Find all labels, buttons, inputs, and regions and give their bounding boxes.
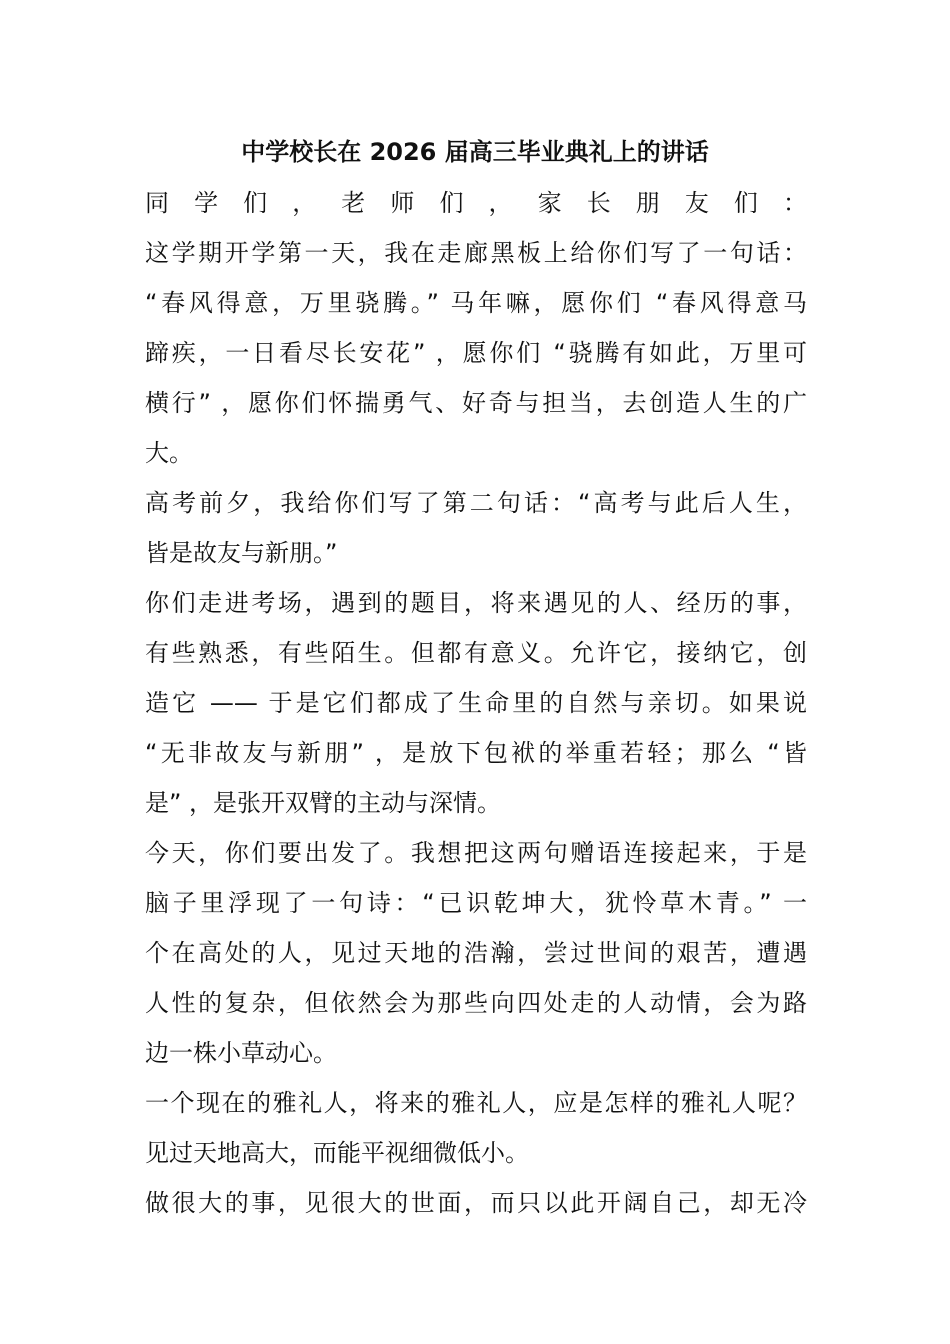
paragraph-line: 这学期开学第一天，我在走廊黑板上给你们写了一句话：	[145, 239, 807, 267]
paragraph-line: “春风得意，万里骁腾。” 马年嘛，愿你们 “春风得意马	[145, 289, 807, 317]
document-title: 中学校长在 2026 届高三毕业典礼上的讲话	[241, 138, 709, 166]
paragraph-line: 横行” ，愿你们怀揣勇气、好奇与担当，去创造人生的广	[145, 389, 807, 417]
paragraph-line: 是” ，是张开双臂的主动与深情。	[145, 789, 502, 817]
paragraph-line: 今天，你们要出发了。我想把这两句赠语连接起来，于是	[145, 839, 807, 867]
paragraph-line: 有些熟悉，有些陌生。但都有意义。允许它，接纳它，创	[145, 639, 807, 667]
paragraph-line: 你们走进考场，遇到的题目，将来遇见的人、经历的事，	[145, 589, 807, 617]
paragraph-line: 造它 —— 于是它们都成了生命里的自然与亲切。如果说	[145, 689, 807, 717]
paragraph-line: 脑子里浮现了一句诗：“已识乾坤大，犹怜草木青。” 一	[145, 889, 807, 917]
paragraph-line-salutation: 同学们，老师们，家长朋友们：	[145, 189, 807, 217]
paragraph-line: 高考前夕，我给你们写了第二句话：“高考与此后人生，	[145, 489, 807, 517]
paragraph-line: 个在高处的人，见过天地的浩瀚，尝过世间的艰苦，遭遇	[145, 939, 807, 967]
paragraph-line: 皆是故友与新朋。”	[145, 539, 338, 567]
paragraph-line: 人性的复杂，但依然会为那些向四处走的人动情，会为路	[145, 989, 807, 1017]
paragraph-line: 蹄疾，一日看尽长安花” ，愿你们 “骁腾有如此，万里可	[145, 339, 807, 367]
document-body	[145, 178, 807, 1228]
paragraph-line: 做很大的事，见很大的世面，而只以此开阔自己，却无冷	[145, 1189, 807, 1217]
paragraph-line: “无非故友与新朋” ，是放下包袱的举重若轻；那么 “皆	[145, 739, 807, 767]
paragraph-line: 边一株小草动心。	[145, 1039, 337, 1067]
paragraph-line: 大。	[145, 439, 193, 467]
paragraph-line: 见过天地高大，而能平视细微低小。	[145, 1139, 529, 1167]
paragraph-line: 一个现在的雅礼人，将来的雅礼人，应是怎样的雅礼人呢？	[145, 1089, 807, 1117]
